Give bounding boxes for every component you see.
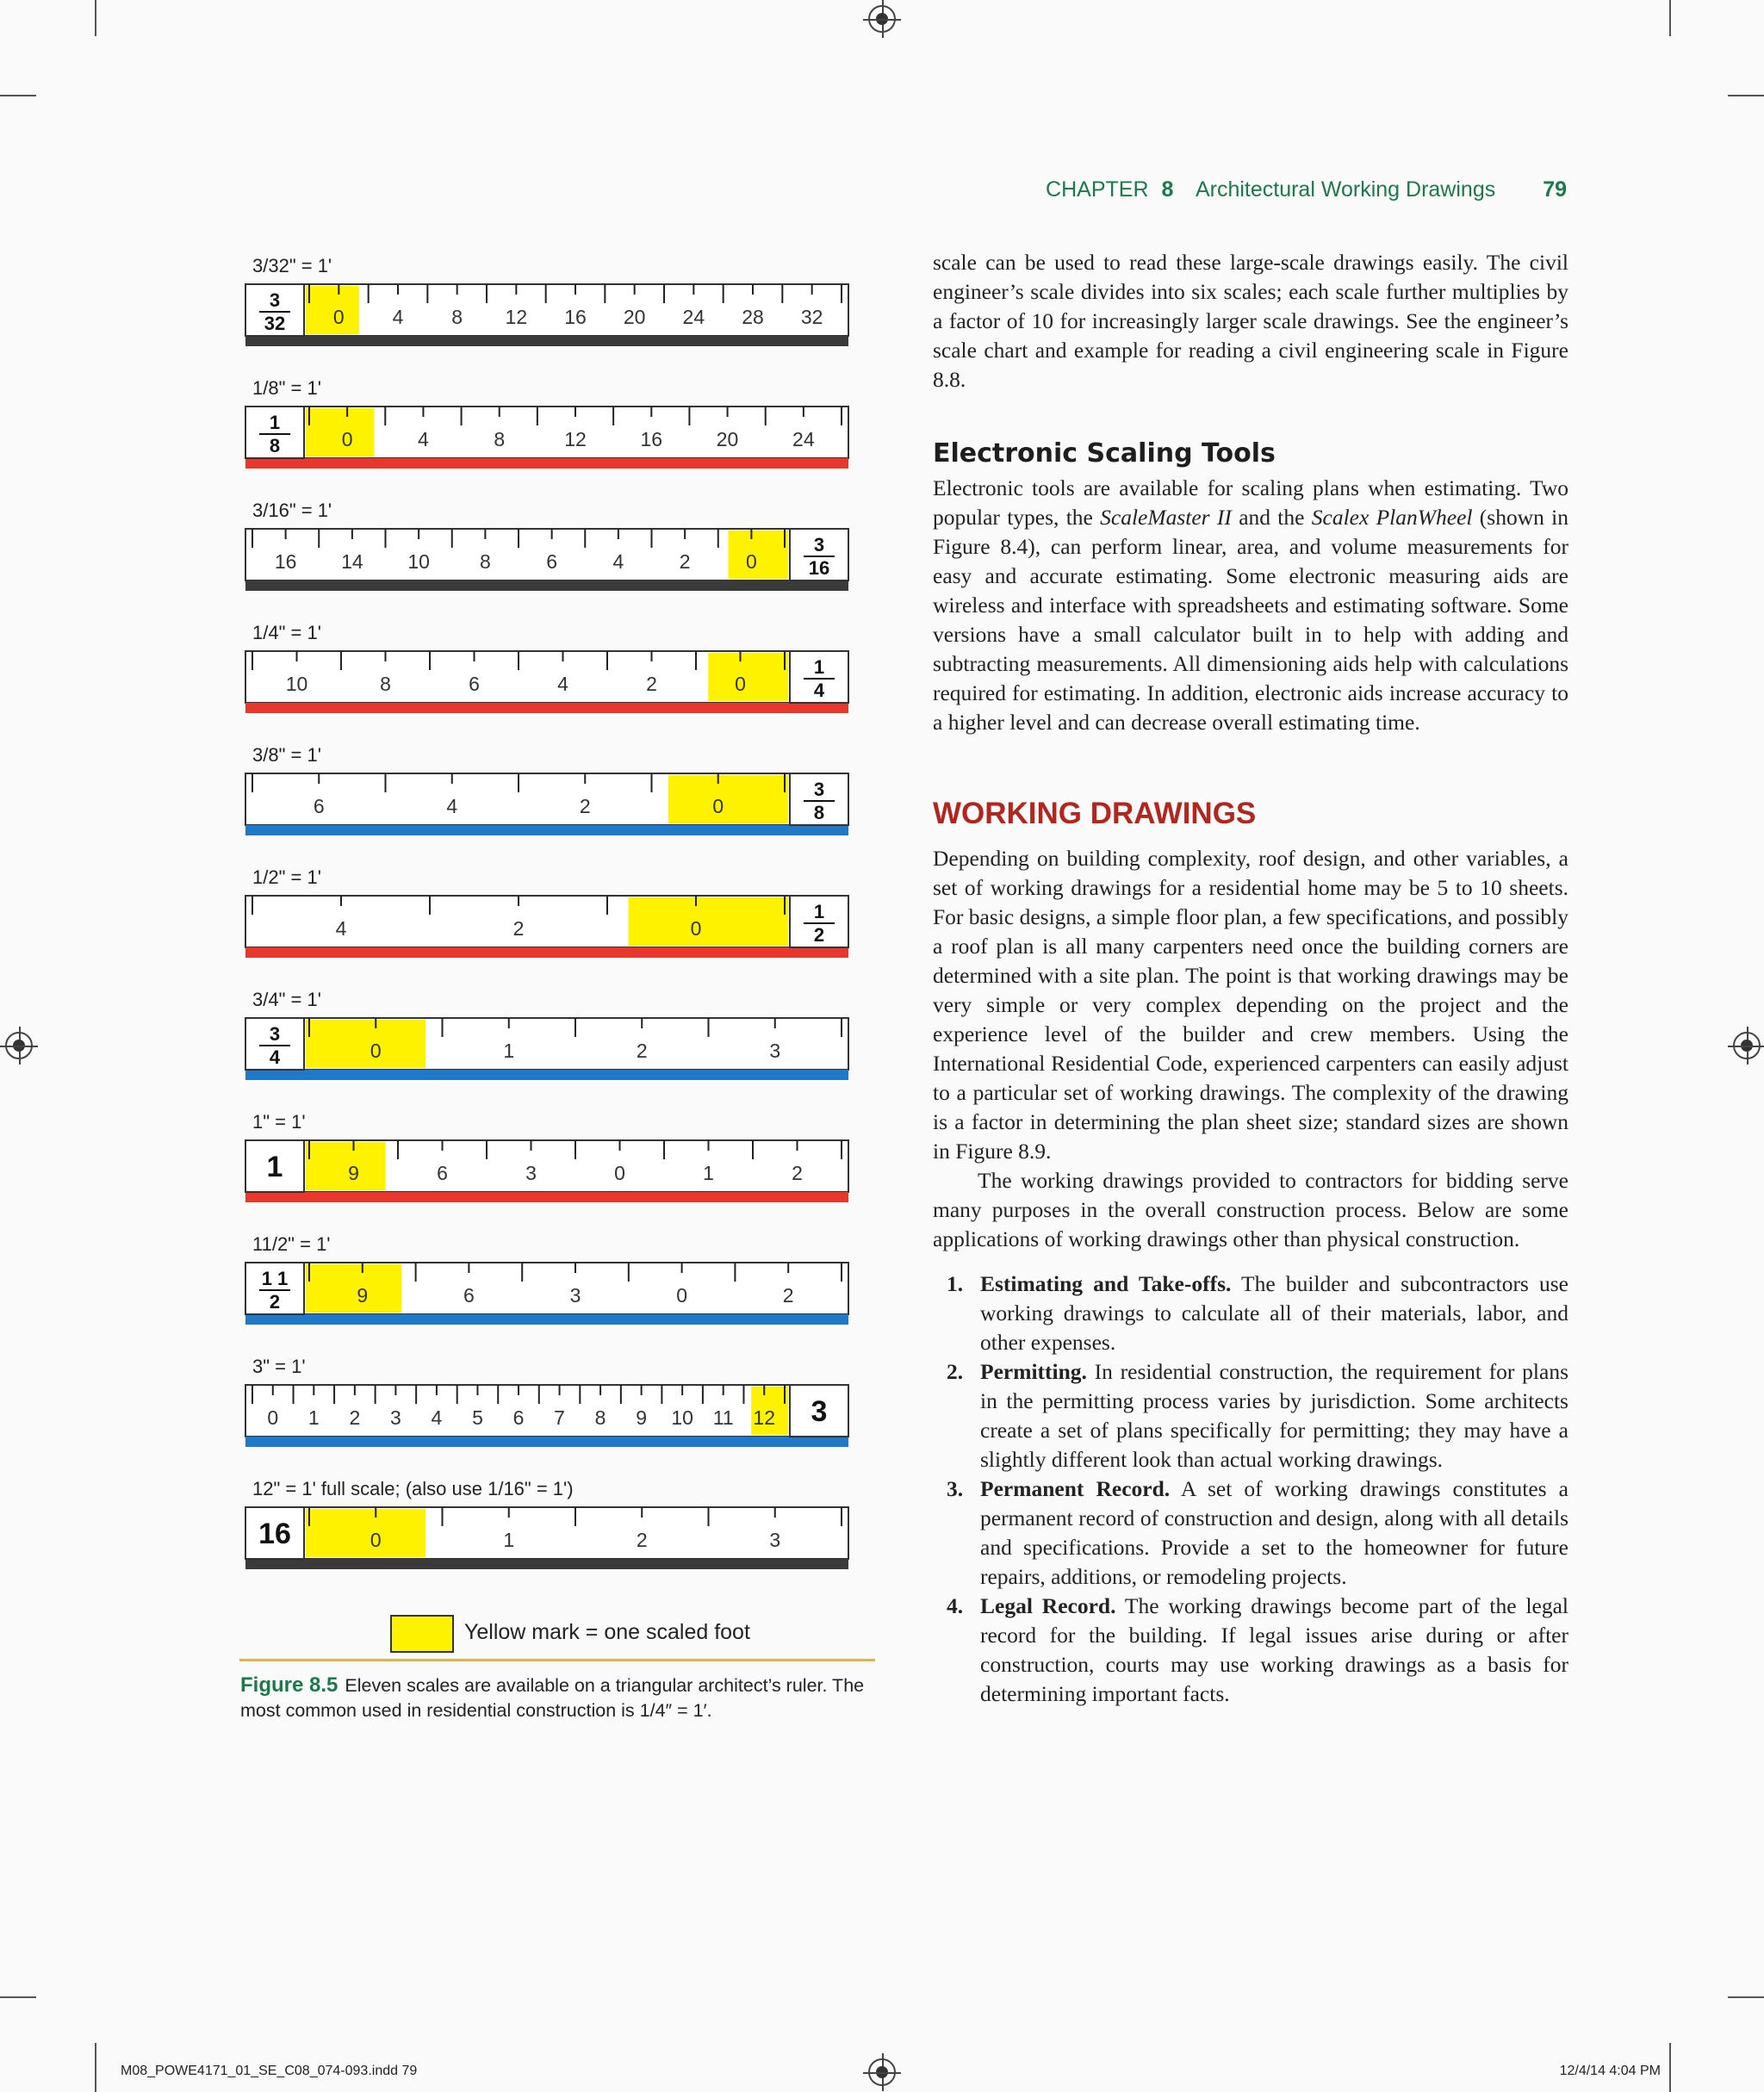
list-item-title: Permitting. [980,1359,1087,1384]
ruler-yellow-foot-mark [668,775,788,823]
ruler-number-label: 12 [505,306,528,328]
ruler-yellow-foot-mark [306,1509,425,1557]
architect-scale-rulers-figure [237,250,874,1602]
intro-paragraph: scale can be used to read these large-scale drawings easily. The civil engineer’s scale divides into six scales; each scale further multiplies by a factor of 10 for increasingly larger scale drawings. See the engineer’s scale chart and example for reading a civil engineering scale in Figure 8.8. [933,250,1568,392]
ruler-scale-numerator: 1 [813,901,825,922]
ruler-number-label: 0 [614,1162,625,1184]
ruler-number-label: 12 [564,428,587,450]
list-item [933,1592,1568,1709]
ruler-edge-bar [245,336,848,346]
ruler-scale-label: 3/16" = 1' [252,500,332,521]
crop-mark [95,0,96,36]
ruler-yellow-foot-mark [306,1264,401,1313]
ruler-number-label: 2 [792,1162,803,1184]
crop-mark [1728,1996,1764,1998]
ruler-number-label: 9 [357,1284,369,1307]
ruler-yellow-foot-mark [629,897,788,946]
ruler-number-label: 32 [800,306,823,328]
chapter-number: 8 [1161,177,1174,202]
ruler-number-label: 4 [557,673,568,695]
list-number: 3. [947,1476,964,1501]
ruler-number-label: 14 [341,550,363,573]
figure-label: Figure 8.5 [240,1673,339,1697]
ruler-number-label: 8 [594,1406,606,1429]
figure-caption [240,1673,878,1723]
ruler-number-label: 6 [313,795,325,817]
ruler-edge-bar [245,1192,848,1202]
ruler-number-label: 4 [418,428,429,450]
ruler-edge-bar [245,1437,848,1447]
ruler-number-label: 3 [525,1162,537,1184]
product-name-scalemaster: ScaleMaster II [1100,505,1232,530]
electronic-paragraph [933,474,1568,737]
page-number: 79 [1543,177,1567,202]
product-name-planwheel: Scalex PlanWheel [1311,505,1473,530]
ruler-number-label: 1 [703,1162,714,1184]
ruler-number-label: 0 [370,1040,382,1062]
ruler-number-label: 16 [640,428,663,450]
ruler-scale-whole: 3 [811,1395,828,1428]
ruler-scale-label: 1/2" = 1' [252,866,321,888]
list-item-text: The builder and subcontractors use working drawings to calculate all of their materials, labor, and other expenses. [980,1271,1568,1355]
legend-text: Yellow mark = one scaled foot [464,1620,750,1644]
legend-yellow-swatch [390,1615,454,1653]
ruler-edge-bar [245,1314,848,1325]
ruler-scale-label: 3" = 1' [252,1356,306,1377]
ruler-scale-numerator: 1 1 [261,1268,289,1289]
ruler-number-label: 3 [769,1040,781,1062]
ruler-number-label: 0 [341,428,353,450]
ruler-number-label: 4 [335,917,347,940]
ruler-scale-whole: 16 [258,1518,291,1550]
list-item-title: Estimating and Take-offs. [980,1271,1232,1296]
figure-caption-text: Eleven scales are available on a triangular architect’s ruler. The most common used in residential construction is 1/4″ = 1′. [240,1675,865,1721]
registration-mark-icon [868,2058,896,2086]
ruler-scale-label: 3/32" = 1' [252,255,332,276]
list-item-title: Legal Record. [980,1593,1116,1618]
ruler-number-label: 10 [285,673,308,695]
ruler-edge-bar [245,703,848,713]
ruler-edge-bar [245,458,848,469]
electronic-text-2: and the [1231,505,1312,530]
ruler-number-label: 10 [407,550,430,573]
ruler-scale-numerator: 3 [813,534,825,556]
list-number: 4. [947,1593,964,1618]
ruler-number-label: 2 [782,1284,794,1307]
crop-mark [0,1996,36,1998]
registration-mark-icon [868,5,896,33]
ruler-number-label: 10 [671,1406,693,1429]
list-item-title: Permanent Record. [980,1476,1171,1501]
ruler-number-label: 2 [646,673,657,695]
ruler-scale-label: 1" = 1' [252,1111,306,1133]
ruler-scale-label: 1/8" = 1' [252,377,321,399]
ruler-number-label: 8 [479,550,491,573]
ruler-number-label: 8 [380,673,391,695]
ruler-number-label: 20 [623,306,646,328]
ruler-yellow-foot-mark [708,653,788,701]
ruler-edge-bar [245,1559,848,1569]
ruler-edge-bar [245,1070,848,1080]
ruler-number-label: 0 [712,795,724,817]
ruler-number-label: 2 [679,550,691,573]
ruler-scale-denominator: 8 [813,802,825,823]
ruler-scale-label: 12" = 1' full scale; (also use 1/16" = 1') [252,1478,574,1499]
registration-mark-icon [1733,1032,1761,1059]
ruler-scale-whole: 1 [266,1151,283,1183]
crop-mark [1669,0,1671,36]
crop-mark [0,95,36,96]
ruler-number-label: 0 [267,1406,279,1429]
ruler-number-label: 0 [676,1284,687,1307]
ruler-scale-denominator: 4 [269,1046,281,1068]
ruler-number-label: 28 [742,306,764,328]
ruler-scale-label: 3/4" = 1' [252,989,321,1010]
ruler-edge-bar [245,825,848,835]
ruler-number-label: 11 [712,1406,734,1429]
ruler-number-label: 16 [274,550,297,573]
ruler-number-label: 8 [451,306,463,328]
ruler-number-label: 2 [512,917,525,940]
ruler-scale-label: 3/8" = 1' [252,744,321,766]
ruler-number-label: 4 [431,1406,443,1429]
ruler-scale-denominator: 2 [813,924,825,946]
ruler-number-label: 4 [612,550,624,573]
ruler-number-label: 16 [564,306,587,328]
ruler-scale-denominator: 2 [269,1291,281,1313]
applications-list [933,1269,1568,1709]
ruler-scale-label: 11/2" = 1' [252,1233,331,1255]
ruler-number-label: 0 [332,306,345,328]
ruler-yellow-foot-mark [306,408,374,456]
ruler-yellow-foot-mark [728,531,788,579]
ruler-number-label: 2 [349,1406,361,1429]
ruler-number-label: 0 [370,1529,382,1551]
chapter-word: CHAPTER [1046,177,1149,202]
ruler-number-label: 7 [554,1406,565,1429]
ruler-edge-bar [245,580,848,591]
ruler-number-label: 3 [389,1406,401,1429]
section-heading-electronic: Electronic Scaling Tools [933,438,1276,469]
ruler-number-label: 1 [503,1040,515,1062]
ruler-edge-bar [245,947,848,958]
ruler-scale-label: 1/4" = 1' [252,622,321,643]
ruler-scale-numerator: 3 [269,1023,281,1045]
ruler-number-label: 3 [769,1529,781,1551]
ruler-number-label: 1 [503,1529,515,1551]
electronic-text-1: Electronic tools are available for scaling plans when estimating. Two popular types, the [933,475,1568,530]
ruler-scale-denominator: 8 [269,435,281,456]
caption-divider [239,1659,875,1661]
ruler-number-label: 2 [636,1040,648,1062]
ruler-number-label: 24 [682,306,705,328]
ruler-number-label: 6 [546,550,558,573]
electronic-text-3: (shown in Figure 8.4), can perform linear, area, and volume measurements for easy and accurate estimating. Some electronic measuring aids are wireless and interface with spreadsheets and estimating software. Some versions have a small calculator built in to help with adding and subtracting measurements. All dimensioning aids help with calculations required for estimating. In addition, electronic aids increase accuracy to a higher level and can decrease overall estimating time. [933,505,1568,735]
body-column [933,248,1568,1709]
ruler-scale-denominator: 16 [808,557,830,579]
ruler-scale-numerator: 1 [813,656,825,678]
ruler-number-label: 2 [579,795,591,817]
list-item-text: In residential construction, the requirement for plans in the permitting process varies by jurisdiction. Some architects create a set of plans specifically for permitting; they may have a slightly different look than actual working drawings. [980,1359,1568,1472]
ruler-number-label: 3 [569,1284,581,1307]
ruler-number-label: 9 [348,1162,359,1184]
ruler-scale-denominator: 32 [264,313,286,334]
crop-mark [1728,95,1764,96]
ruler-scale-numerator: 3 [269,289,281,311]
ruler-number-label: 0 [690,917,702,940]
section-heading-working-drawings: WORKING DRAWINGS [933,797,1257,830]
running-header [1046,177,1567,202]
ruler-number-label: 6 [463,1284,475,1307]
list-item-text: A set of working drawings constitutes a permanent record of construction and design, along with all details and specifications. Provide a set to the homeowner for future repairs, additions, or remodeling projects. [980,1476,1568,1589]
print-slug-filename: M08_POWE4171_01_SE_C08_074-093.indd 79 [121,2064,418,2078]
ruler-number-label: 8 [494,428,506,450]
print-slug-date: 12/4/14 4:04 PM [1559,2064,1661,2078]
ruler-number-label: 12 [753,1406,776,1429]
ruler-number-label: 6 [512,1406,525,1429]
ruler-number-label: 20 [716,428,739,450]
ruler-number-label: 2 [636,1529,648,1551]
crop-mark [95,2043,96,2092]
ruler-number-label: 9 [636,1406,648,1429]
registration-mark-icon [5,1032,33,1059]
list-item-text: The working drawings become part of the legal record for the building. If legal issues arise during or after construction, courts may use working drawings as a basis for determining important facts. [980,1593,1568,1706]
ruler-number-label: 1 [307,1406,320,1429]
ruler-scale-numerator: 3 [813,779,825,800]
ruler-scale-numerator: 1 [269,412,281,433]
ruler-yellow-foot-mark [306,1020,425,1068]
ruler-number-label: 24 [792,428,815,450]
list-item [933,1357,1568,1474]
list-number: 1. [947,1271,964,1296]
ruler-number-label: 6 [469,673,480,695]
ruler-number-label: 4 [446,795,458,817]
list-item [933,1269,1568,1357]
list-item [933,1474,1568,1592]
chapter-title: Architectural Working Drawings [1195,177,1496,202]
working-paragraph-1: Depending on building complexity, roof design, and other variables, a set of working drawings for a residential home may be 5 to 10 sheets. For basic designs, a simple floor plan, a few specifications, and possibly a roof plan is all many carpenters need once the building corners are determined with a site plan. The point is that working drawings may be very simple or very complex depending on the project and the experience level of the builder and crew members. Using the International Residential Code, experienced carpenters can easily adjust to a particular set of working drawings. The complexity of the drawing is a factor in determining the plan sheet size; standard sizes are shown in Figure 8.9. [933,846,1568,1164]
ruler-scale-denominator: 4 [813,680,825,701]
ruler-number-label: 4 [392,306,404,328]
list-number: 2. [947,1359,964,1384]
ruler-number-label: 0 [735,673,746,695]
figure-legend [390,1615,752,1653]
working-paragraph-2: The working drawings provided to contractors for bidding serve many purposes in the overall construction process. Below are some applications of working drawings other than physical construction. [933,1168,1568,1251]
ruler-number-label: 5 [472,1406,483,1429]
ruler-yellow-foot-mark [306,1142,386,1190]
crop-mark [1669,2043,1671,2092]
ruler-number-label: 0 [745,550,757,573]
ruler-number-label: 6 [437,1162,448,1184]
ruler-yellow-foot-mark [306,286,359,334]
